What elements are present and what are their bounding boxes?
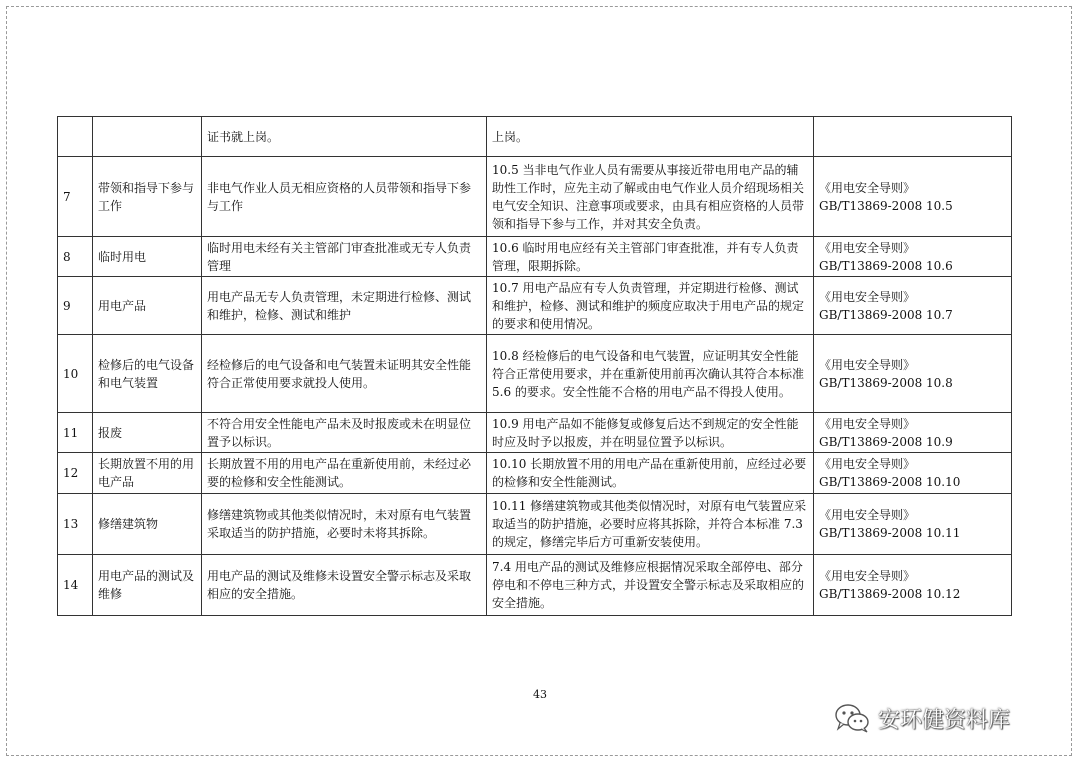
row-requirement: 10.10 长期放置不用的用电产品在重新使用前，应经过必要的检修和安全性能测试。 bbox=[487, 453, 814, 494]
basis-code: GB/T13869-2008 10.12 bbox=[819, 587, 961, 601]
row-item: 用电产品的测试及维修 bbox=[93, 555, 202, 616]
basis-code: GB/T13869-2008 10.11 bbox=[819, 526, 961, 540]
row-violation: 临时用电未经有关主管部门审查批准或无专人负责管理 bbox=[202, 237, 487, 277]
row-number: 7 bbox=[58, 157, 93, 237]
basis-code: GB/T13869-2008 10.5 bbox=[819, 198, 953, 213]
watermark bbox=[834, 700, 1010, 736]
basis-title: 《用电安全导则》 bbox=[819, 457, 916, 471]
row-violation: 经检修后的电气设备和电气装置未证明其安全性能符合正常使用要求就投人使用。 bbox=[202, 335, 487, 413]
row-requirement: 7.4 用电产品的测试及维修应根据情况采取全部停电、部分停电和不停电三种方式，并设置安全警示标志及采取相应的安全措施。 bbox=[487, 555, 814, 616]
row-item bbox=[93, 117, 202, 157]
row-basis bbox=[814, 555, 1012, 616]
table-row bbox=[58, 413, 1012, 453]
basis-title: 《用电安全导则》 bbox=[819, 240, 916, 255]
row-violation: 不符合用安全性能电产品未及时报废或未在明显位置予以标识。 bbox=[202, 413, 487, 453]
table-row bbox=[58, 237, 1012, 277]
table-row bbox=[58, 277, 1012, 335]
row-requirement: 10.5 当非电气作业人员有需要从事接近带电用电产品的辅助性工作时，应先主动了解或由电气作业人员介绍现场相关电气安全知识、注意事项或要求，由具有相应资格的人员带领和指导下参与工作，并对其安全负责。 bbox=[487, 157, 814, 237]
row-violation: 证书就上岗。 bbox=[202, 117, 487, 157]
basis-title: 《用电安全导则》 bbox=[819, 180, 916, 195]
row-requirement: 10.7 用电产品应有专人负责管理，并定期进行检修、测试和维护，检修、测试和维护的频度应取决于用电产品的规定的要求和使用情况。 bbox=[487, 277, 814, 335]
row-basis bbox=[814, 494, 1012, 555]
basis-title: 《用电安全导则》 bbox=[819, 508, 916, 522]
row-item: 带领和指导下参与工作 bbox=[93, 157, 202, 237]
table-row bbox=[58, 453, 1012, 494]
row-item: 用电产品 bbox=[93, 277, 202, 335]
row-number: 12 bbox=[58, 453, 93, 494]
table-row bbox=[58, 494, 1012, 555]
row-number: 11 bbox=[58, 413, 93, 453]
row-requirement: 10.11 修缮建筑物或其他类似情况时，对原有电气装置应采取适当的防护措施，必要时应将其拆除，并符合本标准 7.3 的规定，修缮完毕后方可重新安装使用。 bbox=[487, 494, 814, 555]
row-requirement: 上岗。 bbox=[487, 117, 814, 157]
row-requirement: 10.9 用电产品如不能修复或修复后达不到规定的安全性能时应及时予以报废，并在明显位置予以标识。 bbox=[487, 413, 814, 453]
table-row bbox=[58, 335, 1012, 413]
row-basis bbox=[814, 453, 1012, 494]
table-row bbox=[58, 555, 1012, 616]
watermark-text: 安环健资料库 bbox=[878, 707, 1011, 733]
basis-title: 《用电安全导则》 bbox=[819, 569, 916, 583]
row-basis bbox=[814, 157, 1012, 237]
row-item: 修缮建筑物 bbox=[93, 494, 202, 555]
page-number: 43 bbox=[533, 688, 547, 701]
basis-code: GB/T13869-2008 10.8 bbox=[819, 375, 953, 390]
row-item: 临时用电 bbox=[93, 237, 202, 277]
row-violation: 非电气作业人员无相应资格的人员带领和指导下参与工作 bbox=[202, 157, 487, 237]
row-number: 13 bbox=[58, 494, 93, 555]
row-violation: 用电产品的测试及维修未设置安全警示标志及采取相应的安全措施。 bbox=[202, 555, 487, 616]
row-basis bbox=[814, 413, 1012, 453]
basis-code: GB/T13869-2008 10.6 bbox=[819, 258, 953, 273]
row-requirement: 10.6 临时用电应经有关主管部门审查批准，并有专人负责管理，限期拆除。 bbox=[487, 237, 814, 277]
basis-code: GB/T13869-2008 10.7 bbox=[819, 307, 953, 322]
row-item: 长期放置不用的用电产品 bbox=[93, 453, 202, 494]
row-requirement: 10.8 经检修后的电气设备和电气装置，应证明其安全性能符合正常使用要求，并在重新使用前再次确认其符合本标准 5.6 的要求。安全性能不合格的用电产品不得投人使用。 bbox=[487, 335, 814, 413]
table-row bbox=[58, 157, 1012, 237]
row-basis bbox=[814, 117, 1012, 157]
basis-title: 《用电安全导则》 bbox=[819, 357, 916, 372]
row-number: 14 bbox=[58, 555, 93, 616]
row-basis bbox=[814, 335, 1012, 413]
basis-title: 《用电安全导则》 bbox=[819, 289, 916, 304]
basis-title: 《用电安全导则》 bbox=[819, 416, 916, 431]
row-violation: 长期放置不用的用电产品在重新使用前，未经过必要的检修和安全性能测试。 bbox=[202, 453, 487, 494]
table-row bbox=[58, 117, 1012, 157]
row-item: 检修后的电气设备和电气装置 bbox=[93, 335, 202, 413]
row-violation: 用电产品无专人负责管理，未定期进行检修、测试和维护，检修、测试和维护 bbox=[202, 277, 487, 335]
basis-code: GB/T13869-2008 10.9 bbox=[819, 434, 953, 449]
wechat-icon bbox=[834, 703, 870, 733]
row-number: 8 bbox=[58, 237, 93, 277]
row-number: 10 bbox=[58, 335, 93, 413]
regulation-table bbox=[57, 116, 1012, 616]
row-basis bbox=[814, 277, 1012, 335]
row-number: 9 bbox=[58, 277, 93, 335]
basis-code: GB/T13869-2008 10.10 bbox=[819, 475, 961, 489]
row-basis bbox=[814, 237, 1012, 277]
row-item: 报废 bbox=[93, 413, 202, 453]
row-number bbox=[58, 117, 93, 157]
row-violation: 修缮建筑物或其他类似情况时，未对原有电气装置采取适当的防护措施，必要时未将其拆除。 bbox=[202, 494, 487, 555]
